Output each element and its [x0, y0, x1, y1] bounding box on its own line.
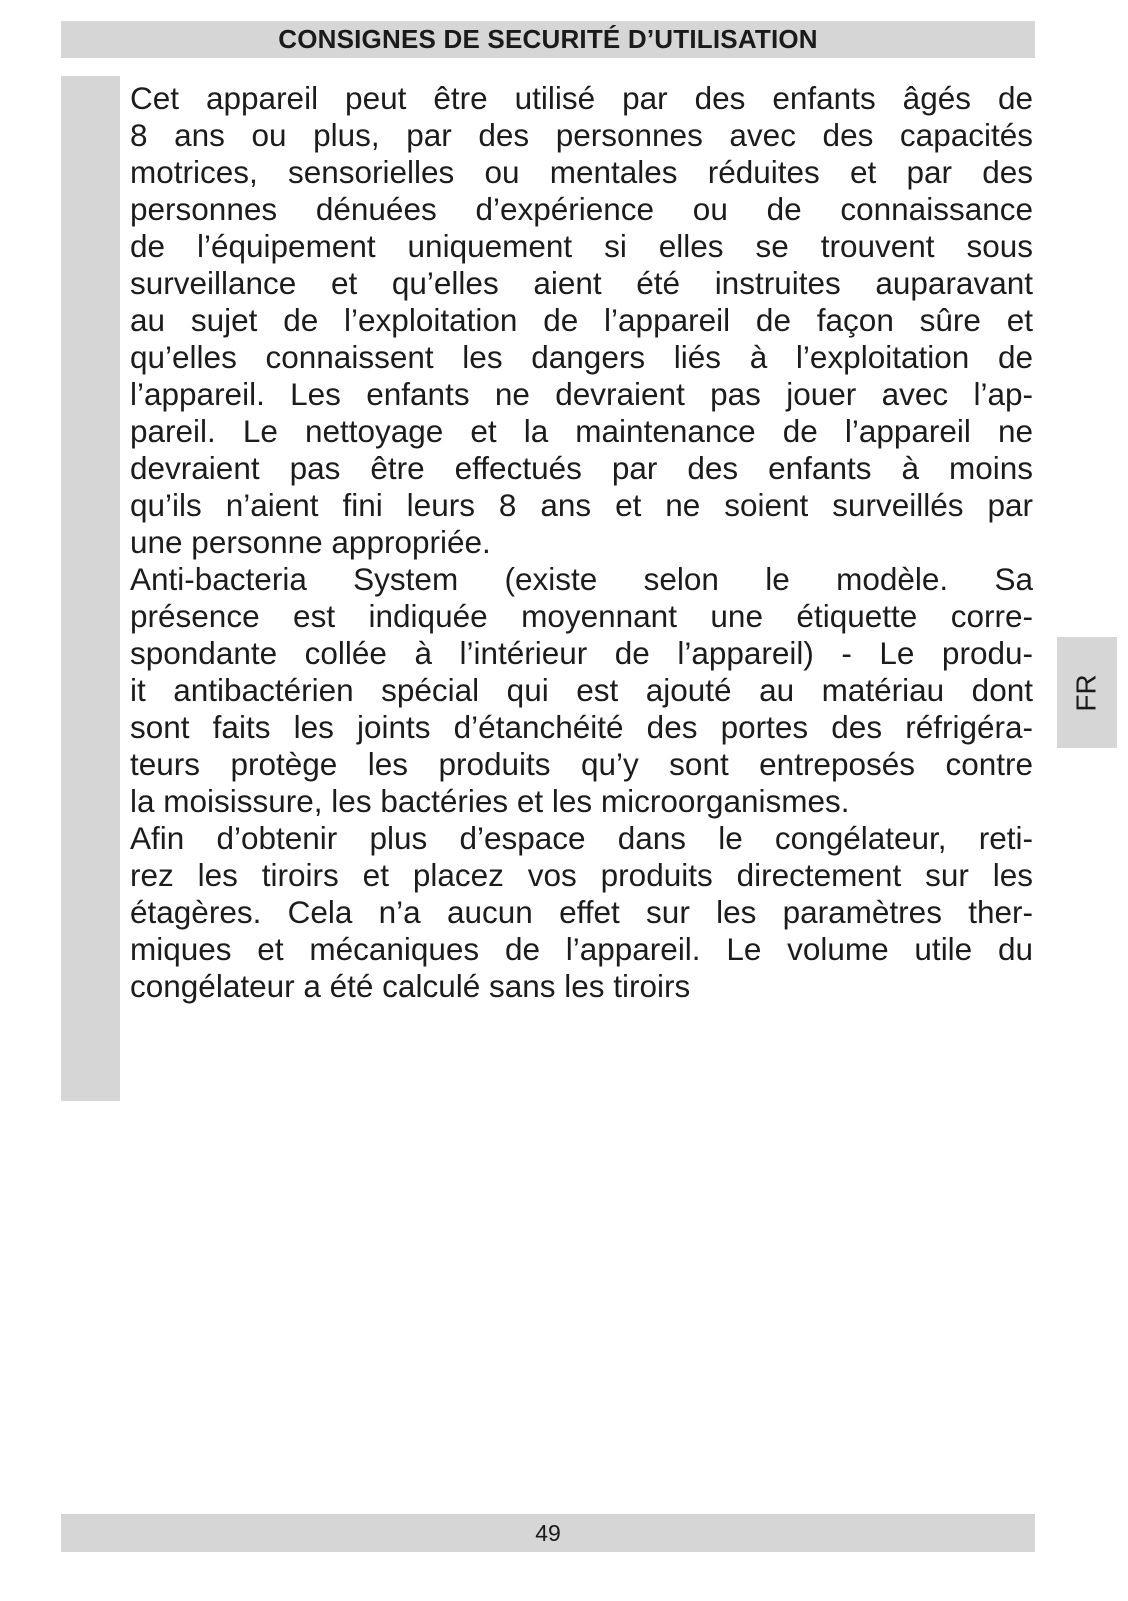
text-line: sont faits les joints d’étanchéité des portes des réfrigéra-: [130, 709, 1033, 745]
paragraph-child-safety: [130, 80, 1033, 561]
text-line: miques et mécaniques de l’appareil. Le volume utile du: [130, 931, 1033, 967]
text-line: l’appareil. Les enfants ne devraient pas jouer avec l’ap-: [130, 376, 1033, 412]
text-line: Afin d’obtenir plus d’espace dans le congélateur, reti-: [130, 820, 1033, 856]
text-line: it antibactérien spécial qui est ajouté au matériau dont: [130, 672, 1033, 708]
text-line: de l’équipement uniquement si elles se trouvent sous: [130, 228, 1033, 264]
language-tab: [1057, 637, 1117, 748]
body-text: [130, 80, 1033, 1005]
text-line: Anti-bacteria System (existe selon le modèle. Sa: [130, 561, 1033, 597]
page-number: 49: [535, 1519, 561, 1546]
language-label: FR: [1070, 673, 1102, 712]
text-line: 8 ans ou plus, par des personnes avec des capacités: [130, 117, 1033, 153]
text-line: étagères. Cela n’a aucun effet sur les paramètres ther-: [130, 894, 1033, 930]
text-line: surveillance et qu’elles aient été instruites auparavant: [130, 265, 1033, 301]
text-line: présence est indiquée moyennant une étiquette corre-: [130, 598, 1033, 634]
page-title: CONSIGNES DE SECURITÉ D’UTILISATION: [278, 24, 818, 54]
text-line: rez les tiroirs et placez vos produits directement sur les: [130, 857, 1033, 893]
text-line: personnes dénuées d’expérience ou de connaissance: [130, 191, 1033, 227]
paragraph-anti-bacteria: [130, 561, 1033, 820]
text-line: une personne appropriée.: [130, 524, 491, 560]
text-line: pareil. Le nettoyage et la maintenance de l’appareil ne: [130, 413, 1033, 449]
text-line: Cet appareil peut être utilisé par des enfants âgés de: [130, 80, 1033, 116]
text-line: devraient pas être effectués par des enfants à moins: [130, 450, 1033, 486]
text-line: spondante collée à l’intérieur de l’appareil) - Le produ-: [130, 635, 1033, 671]
text-line: au sujet de l’exploitation de l’appareil de façon sûre et: [130, 302, 1033, 338]
text-line: motrices, sensorielles ou mentales réduites et par des: [130, 154, 1033, 190]
page-header: [61, 21, 1035, 58]
page-footer: [61, 1514, 1035, 1552]
text-line: qu’elles connaissent les dangers liés à l’exploitation de: [130, 339, 1033, 375]
left-margin-bar: [61, 76, 120, 1101]
text-line: congélateur a été calculé sans les tiroirs: [130, 968, 691, 1004]
text-line: teurs protège les produits qu’y sont entreposés contre: [130, 746, 1033, 782]
text-line: la moisissure, les bactéries et les microorganismes.: [130, 783, 850, 819]
paragraph-freezer-space: [130, 820, 1033, 1005]
text-line: qu’ils n’aient fini leurs 8 ans et ne soient surveillés par: [130, 487, 1033, 523]
